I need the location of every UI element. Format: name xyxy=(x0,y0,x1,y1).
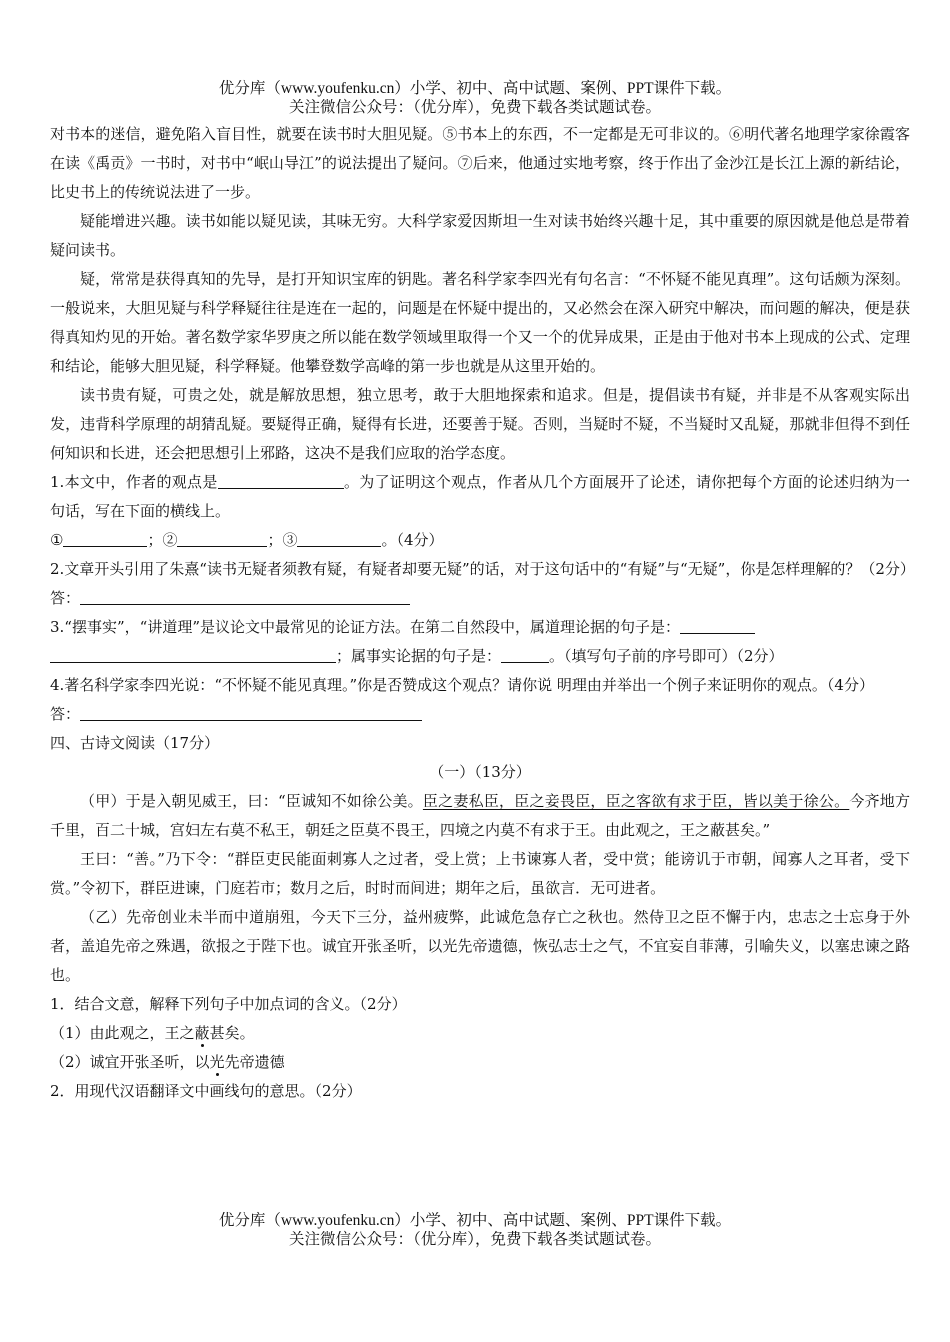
text-span: （1）由此观之，王之 xyxy=(50,1024,195,1042)
text-span: （甲）于是入朝见威王，曰：“臣诚知不如徐公美。 xyxy=(80,792,423,810)
dotted-word: 光 xyxy=(209,1053,225,1071)
classical-text-jia xyxy=(50,787,910,845)
question-text: 。（填写句子前的序号即可）（2分） xyxy=(549,647,784,665)
text-span: （2）诚宜开张圣听，以 xyxy=(50,1053,210,1071)
answer-line xyxy=(50,584,910,613)
question-3-cont xyxy=(50,642,910,671)
page-footer xyxy=(0,1211,950,1249)
passage-paragraph: 读书贵有疑，可贵之处，就是解放思想，独立思考，敢于大胆地探索和追求。但是，提倡读书有疑，并非是不从客观实际出发，违背科学原理的胡猜乱疑。要疑得正确，疑得有长进，还要善于疑。否则，当疑时不疑，不当疑时又乱疑，那就非但得不到任何知识和长进，还会把思想引上邪路，这决不是我们应取的治学态度。 xyxy=(50,386,910,462)
question-text: 1.本文中，作者的观点是 xyxy=(50,473,218,491)
question-points: 。（4分） xyxy=(381,531,444,549)
text-span: 今齐地方千里，百二十城，宫妇左右莫不私王，朝廷之臣莫不畏王，四境之内莫不有求于王。由此观之，王之蔽甚矣。” xyxy=(50,792,910,839)
header-line-2: 关注微信公众号：（优分库），免费下载各类试题试卷。 xyxy=(288,99,661,116)
subsection-title: （一）（13分） xyxy=(429,763,531,781)
passage-paragraph: 疑能增进兴趣。读书如能以疑见读，其味无穷。大科学家爱因斯坦一生对读书始终兴趣十足，其中重要的原因就是他总是带着疑问读书。 xyxy=(50,212,910,259)
classical-text-yi: （乙）先帝创业未半而中道崩殂，今天下三分，益州疲弊，此诚危急存亡之秋也。然侍卫之臣不懈于内，忠志之士忘身于外者，盖追先帝之殊遇，欲报之于陛下也。诚宜开张圣听，以光先帝遗德，恢弘志士之气，不宜妄自菲薄，引喻失义，以塞忠谏之路也。 xyxy=(50,908,910,984)
classical-question-1: 1．结合文意，解释下列句子中加点词的含义。（2分） xyxy=(50,995,407,1013)
question-text: 。为了证明这个观点，作者从几个方面展开了论述，请你把每个方面的论述归纳为一句话，写在下面的横线上。 xyxy=(50,473,910,520)
answer-blank[interactable] xyxy=(501,645,549,663)
question-text: ；属事实论据的句子是： xyxy=(336,647,502,665)
answer-blank[interactable] xyxy=(50,645,336,663)
blank-marker: ；② xyxy=(147,531,178,549)
dotted-word: 蔽 xyxy=(194,1024,210,1042)
answer-label: 答： xyxy=(50,589,81,607)
header-line-1: 优分库（www.youfenku.cn）小学、初中、高中试题、案例、PPT课件下载。 xyxy=(218,80,732,97)
passage-paragraph: 对书本的迷信，避免陷入盲目性，就要在读书时大胆见疑。⑤书本上的东西，不一定都是无可非议的。⑥明代著名地理学家徐霞客在读《禹贡》一书时，对书中“岷山导江”的说法提出了疑问。⑦后来，他通过实地考察，终于作出了金沙江是长江上源的新结论，比史书上的传统说法进了一步。 xyxy=(50,125,910,201)
question-1-blanks xyxy=(50,526,910,555)
blank-marker: ；③ xyxy=(267,531,298,549)
classical-question-1-2 xyxy=(50,1048,910,1077)
question-1 xyxy=(50,468,910,526)
section-title: 四、古诗文阅读（17分） xyxy=(50,734,220,752)
answer-blank[interactable] xyxy=(80,587,410,605)
answer-blank[interactable] xyxy=(80,703,422,721)
question-text: 3.“摆事实”，“讲道理”是议论文中最常见的论证方法。在第二自然段中，属道理论据的句子是： xyxy=(50,618,680,636)
footer-line-2: 关注微信公众号：（优分库），免费下载各类试题试卷。 xyxy=(288,1231,661,1248)
passage-paragraph: 疑，常常是获得真知的先导，是打开知识宝库的钥匙。著名科学家李四光有句名言：“不怀疑不能见真理”。这句话颇为深刻。一般说来，大胆见疑与科学释疑往往是连在一起的，问题是在怀疑中提出的，又必然会在深入研究中解决，而问题的解决，便是获得真知灼见的开始。著名数学家华罗庚之所以能在数学领域里取得一个又一个的优异成果，正是由于他对书本上现成的公式、定理和结论，能够大胆见疑，科学释疑。他攀登数学高峰的第一步也就是从这里开始的。 xyxy=(50,270,910,375)
underlined-sentence: 臣之妻私臣，臣之妾畏臣，臣之客欲有求于臣，皆以美于徐公。 xyxy=(422,792,850,810)
question-2: 2.文章开头引用了朱熹“读书无疑者须教有疑，有疑者却要无疑”的话，对于这句话中的“有疑”与“无疑”，你是怎样理解的？（2分） xyxy=(50,560,915,578)
page-header xyxy=(0,79,950,117)
question-3 xyxy=(50,613,910,642)
answer-label: 答： xyxy=(50,705,81,723)
footer-line-1: 优分库（www.youfenku.cn）小学、初中、高中试题、案例、PPT课件下载。 xyxy=(218,1212,732,1229)
classical-question-2: 2．用现代汉语翻译文中画线句的意思。（2分） xyxy=(50,1082,362,1100)
answer-line xyxy=(50,700,910,729)
text-span: 先帝遗德 xyxy=(224,1053,285,1071)
question-4: 4.著名科学家李四光说：“不怀疑不能见真理。”你是否赞成这个观点？请你说 明理由并举出一个例子来证明你的观点。（4分） xyxy=(50,676,874,694)
answer-blank[interactable] xyxy=(63,529,147,547)
classical-text-jia-2: 王曰：“善。”乃下令：“群臣吏民能面刺寡人之过者，受上赏；上书谏寡人者，受中赏；能谤讥于市朝，闻寡人之耳者，受下赏。”令初下，群臣进谏，门庭若市；数月之后，时时而间进；期年之后，虽欲言．无可进者。 xyxy=(50,850,910,897)
answer-blank[interactable] xyxy=(218,471,344,489)
text-span: 甚矣。 xyxy=(209,1024,255,1042)
answer-blank[interactable] xyxy=(297,529,381,547)
classical-question-1-1 xyxy=(50,1019,910,1048)
answer-blank[interactable] xyxy=(680,616,755,634)
blank-marker: ① xyxy=(50,531,64,549)
main-content xyxy=(50,120,915,1106)
answer-blank[interactable] xyxy=(177,529,267,547)
